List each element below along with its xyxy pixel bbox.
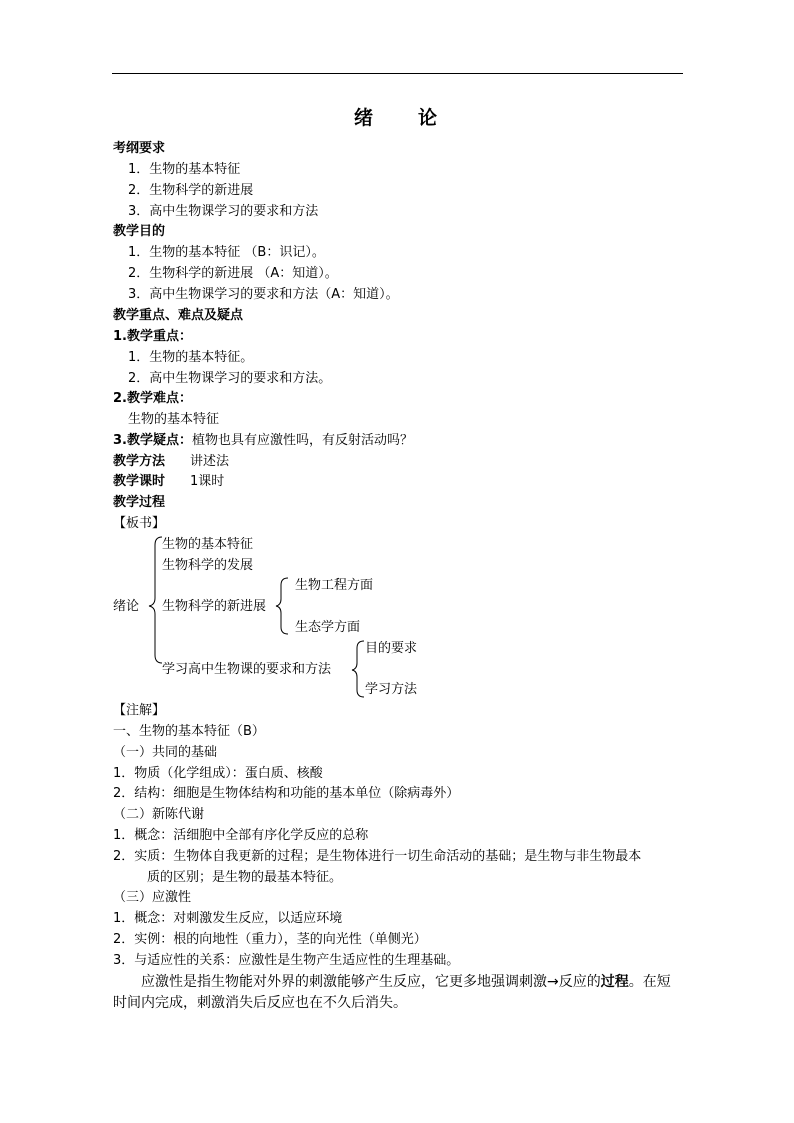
board-node-learning-methods: 学习方法 [365,682,418,697]
method-label: 教学方法 [113,454,166,469]
notes-line: 1．物质（化学组成）：蛋白质、核酸 [113,766,323,781]
key-point-item: 2．高中生物课学习的要求和方法。 [128,371,332,386]
key-points-heading: 教学重点、难点及疑点 [113,308,244,323]
main-brace [149,537,162,663]
method-brace [352,641,364,697]
board-node-bioengineering: 生物工程方面 [295,578,374,593]
notes-paragraph [141,974,671,991]
hours-value: 1课时 [190,474,225,489]
board-root: 绪论 [113,599,140,614]
exam-req-item: 3．高中生物课学习的要求和方法 [128,204,319,219]
notes-line: 3．与适应性的关系：应激性是生物产生适应性的生理基础。 [113,953,460,968]
method-value: 讲述法 [190,454,230,469]
doubt-text: 植物也具有应激性吗，有反射活动吗？ [191,433,413,448]
board-node-features: 生物的基本特征 [162,537,254,552]
notes-line: 2．实质：生物体自我更新的过程；是生物体进行一切生命活动的基础；是生物与非生物最本 [113,849,642,864]
progress-brace [276,578,288,634]
process-heading: 教学过程 [113,495,166,510]
notes-line: 1．概念：对刺激发生反应，以适应环境 [113,911,343,926]
board-node-goals: 目的要求 [365,641,418,656]
teaching-goal-item: 2．生物科学的新进展 （A：知道）。 [128,266,338,281]
difficulty-text: 生物的基本特征 [128,412,220,427]
exam-req-item: 1．生物的基本特征 [128,162,241,177]
notes-paragraph-text: 应激性是指生物能对外界的刺激能够产生反应，它更多地强调刺激→反应的 [141,974,601,990]
title-char-1: 绪 [354,107,375,129]
teaching-goal-item: 3．高中生物课学习的要求和方法（A：知道）。 [128,287,399,302]
notes-paragraph-tail: 。在短 [628,974,671,990]
key-points-label: 1.教学重点： [113,329,192,344]
notes-heading: 【注解】 [113,703,166,718]
notes-line: 2．实例：根的向地性（重力），茎的向光性（单侧光） [113,932,427,947]
difficulty-label: 2.教学难点： [113,391,192,406]
notes-part-2: （二）新陈代谢 [113,807,205,822]
doubt-label: 3.教学疑点： [113,433,192,448]
exam-req-item: 2．生物科学的新进展 [128,183,254,198]
notes-part-1: （一）共同的基础 [113,745,218,760]
notes-line: 1．概念：活细胞中全部有序化学反应的总称 [113,828,369,843]
notes-paragraph-continued: 时间内完成，刺激消失后反应也在不久后消失。 [113,995,407,1011]
notes-section-1: 一、生物的基本特征（B） [113,724,265,739]
teaching-goals-heading: 教学目的 [113,224,166,239]
title-char-2: 论 [418,107,439,129]
board-node-development: 生物科学的发展 [162,558,254,573]
key-point-item: 1．生物的基本特征。 [128,350,254,365]
teaching-goal-item: 1．生物的基本特征 （B：识记）。 [128,245,325,260]
exam-requirements-heading: 考纲要求 [113,141,166,156]
notes-line-continued: 质的区别；是生物的最基本特征。 [147,870,343,885]
blackboard-heading: 【板书】 [113,516,166,531]
notes-line: 2．结构：细胞是生物体结构和功能的基本单位（除病毒外） [113,786,460,801]
board-node-study-methods: 学习高中生物课的要求和方法 [162,662,332,677]
hours-label: 教学课时 [113,474,166,489]
notes-part-3: （三）应激性 [113,890,192,905]
notes-paragraph-bold: 过程 [600,974,629,990]
board-node-new-progress: 生物科学的新进展 [162,599,267,614]
board-node-ecology: 生态学方面 [295,620,361,635]
